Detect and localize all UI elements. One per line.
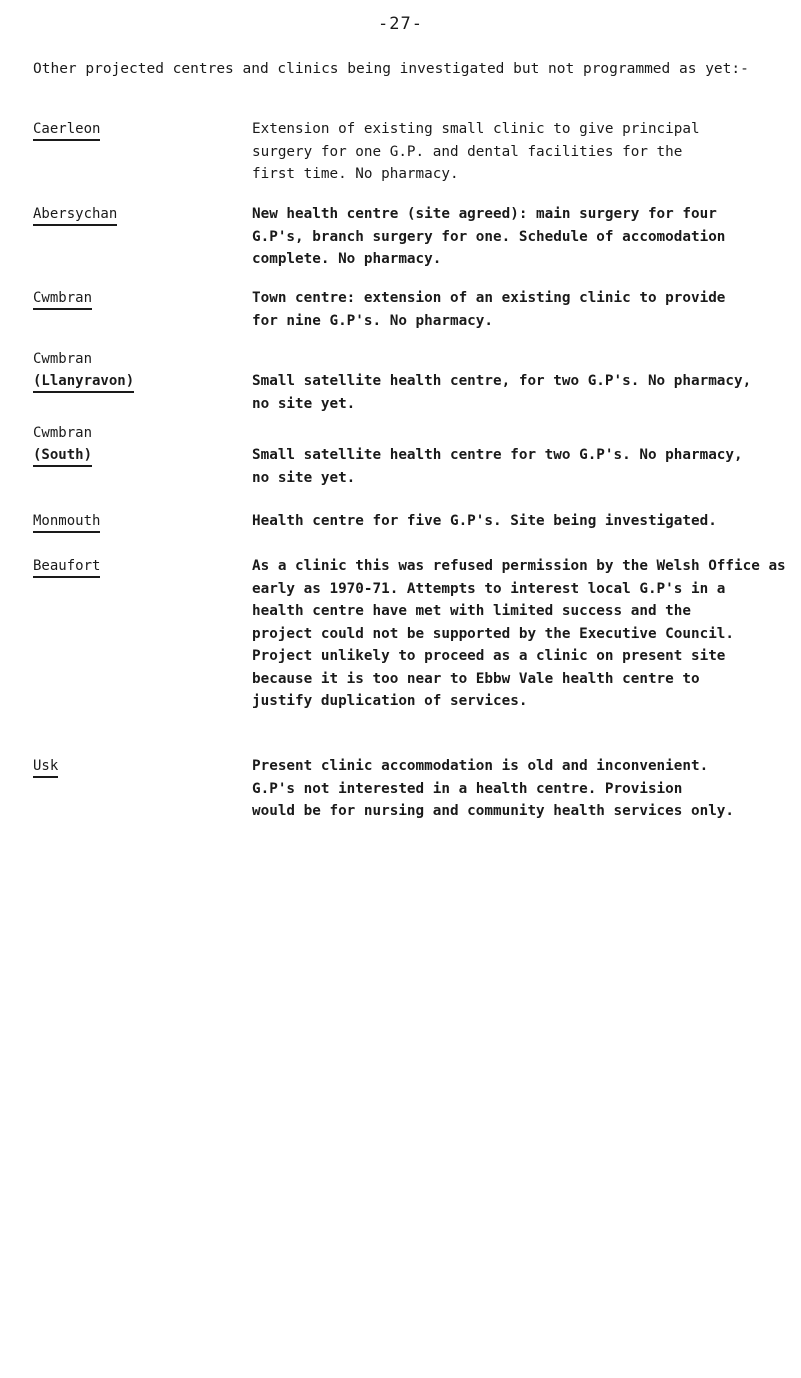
description-line: Extension of existing small clinic to give principal bbox=[252, 121, 700, 137]
place-name bbox=[33, 510, 233, 533]
entry-description bbox=[252, 510, 792, 533]
description-line: justify duplication of services. bbox=[252, 693, 528, 709]
entry-description bbox=[252, 755, 792, 823]
description-line: no site yet. bbox=[252, 469, 356, 486]
description-line: Town centre: extension of an existing clinic to provide bbox=[252, 290, 726, 306]
description-line: Health centre for five G.P's. Site being investigated. bbox=[252, 513, 717, 529]
description-line: New health centre (site agreed): main surgery for four bbox=[252, 206, 717, 222]
place-name bbox=[33, 555, 233, 578]
description-line: Small satellite health centre, for two G.P's. No pharmacy, bbox=[252, 373, 752, 389]
entry-description bbox=[252, 203, 792, 271]
place-line: (South) bbox=[33, 446, 92, 467]
description-line: because it is too near to Ebbw Vale health centre to bbox=[252, 670, 700, 687]
description-line: As a clinic this was refused permission by the Welsh Office as bbox=[252, 558, 786, 574]
description-line: complete. No pharmacy. bbox=[252, 251, 442, 267]
intro-paragraph: Other projected centres and clinics being investigated but not programmed as yet:- bbox=[33, 61, 749, 77]
place-name bbox=[33, 118, 233, 141]
description-line: no site yet. bbox=[252, 395, 356, 412]
place-line: Cwmbran bbox=[33, 289, 92, 310]
place-line: (Llanyravon) bbox=[33, 372, 134, 393]
place-line: Abersychan bbox=[33, 205, 117, 226]
description-line: project could not be supported by the Executive Council. bbox=[252, 625, 735, 642]
place-line: Beaufort bbox=[33, 557, 100, 578]
description-line: early as 1970-71. Attempts to interest local G.P's in a bbox=[252, 580, 726, 597]
description-line: health centre have met with limited success and the bbox=[252, 603, 691, 619]
place-name bbox=[33, 348, 233, 393]
description-line: Present clinic accommodation is old and inconvenient. bbox=[252, 758, 709, 774]
description-line: surgery for one G.P. and dental facilities for the bbox=[252, 143, 683, 160]
description-line: G.P's not interested in a health centre. Provision bbox=[252, 780, 683, 797]
place-line: Monmouth bbox=[33, 512, 100, 533]
entry-description bbox=[252, 555, 792, 713]
entry-description bbox=[252, 444, 792, 489]
description-line: for nine G.P's. No pharmacy. bbox=[252, 312, 494, 329]
description-line: Project unlikely to proceed as a clinic on present site bbox=[252, 648, 726, 664]
page-number: -27- bbox=[378, 14, 423, 34]
place-line: Cwmbran bbox=[33, 425, 93, 441]
place-name bbox=[33, 287, 233, 310]
place-name bbox=[33, 422, 233, 467]
place-line: Usk bbox=[33, 757, 58, 778]
entry-description bbox=[252, 287, 792, 332]
entry-description bbox=[252, 370, 792, 415]
place-name bbox=[33, 203, 233, 226]
description-line: first time. No pharmacy. bbox=[252, 166, 459, 182]
place-name bbox=[33, 755, 233, 778]
place-line: Cwmbran bbox=[33, 351, 93, 367]
place-line: Caerleon bbox=[33, 120, 100, 141]
description-line: Small satellite health centre for two G.P's. No pharmacy, bbox=[252, 447, 743, 463]
description-line: would be for nursing and community health services only. bbox=[252, 803, 735, 819]
description-line: G.P's, branch surgery for one. Schedule of accomodation bbox=[252, 228, 726, 245]
entry-description bbox=[252, 118, 792, 186]
